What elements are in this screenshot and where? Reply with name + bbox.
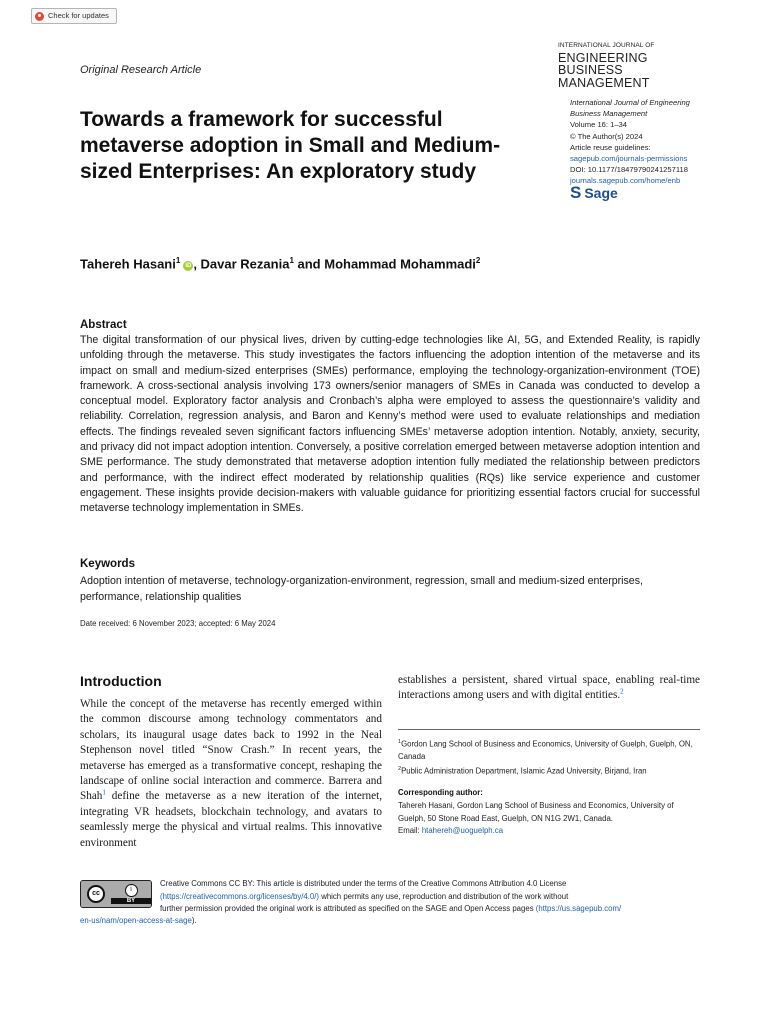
author-separator: , (193, 256, 201, 272)
journal-name-line1: International Journal of Engineering (570, 98, 690, 107)
journal-logo-line1: INTERNATIONAL JOURNAL OF (558, 42, 655, 49)
corresponding-author-heading: Corresponding author: (398, 788, 483, 797)
author-name: Mohammad Mohammadi (324, 256, 476, 272)
sage-s-icon: S (570, 183, 582, 202)
keywords-heading: Keywords (80, 558, 135, 570)
intro-text-b: define the metaverse as a new iteration of the internet, integrating VR headsets, blockchain technology, and avatars to seamlessly merge the physical and virtual realms. This innovative environment (80, 790, 382, 849)
author-name: Davar Rezania (200, 256, 290, 272)
corresponding-author-details (398, 800, 698, 838)
affiliation-text: Public Administration Department, Islamic Azad University, Birjand, Iran (401, 766, 647, 776)
license-line-1: Creative Commons CC BY: This article is distributed under the terms of the Creative Commons Attribution 4.0 License (160, 879, 567, 888)
authors (80, 256, 480, 271)
author-affiliation: 2 (475, 256, 481, 265)
reuse-guidelines-label: Article reuse guidelines: (570, 142, 651, 152)
check-updates-label: Check for updates (48, 11, 109, 20)
reference-link[interactable]: 2 (620, 687, 624, 696)
check-for-updates-badge[interactable] (31, 8, 117, 24)
introduction-paragraph (80, 697, 382, 851)
doi: DOI: 10.1177/18479790241257118 (570, 165, 688, 175)
journal-name-line2: Business Management (570, 109, 648, 119)
open-access-link-b[interactable]: en-us/nam/open-access-at-sage (80, 916, 192, 925)
email-label: Email: (398, 826, 422, 835)
author-affiliation: 1 (289, 256, 294, 265)
corresponding-email-line (398, 825, 698, 838)
orcid-icon[interactable]: iD (185, 263, 192, 270)
intro-text-c: establishes a persistent, shared virtual space, enabling real-time interactions among users and with digital entities. (398, 674, 700, 702)
journal-copyright: © The Author(s) 2024 (570, 131, 643, 141)
article-type: Original Research Article (80, 64, 202, 76)
abstract-heading: Abstract (80, 319, 127, 331)
check-updates-icon (35, 12, 44, 21)
affiliation-number: 2 (398, 766, 402, 772)
article-title: Towards a framework for successful metaverse adoption in Small and Medium-sized Enterprises: An exploratory study (80, 108, 501, 183)
person-icon: i (125, 884, 138, 897)
open-access-link-a[interactable]: (https://us.sagepub.com/ (535, 904, 622, 913)
permissions-link[interactable]: sagepub.com/journals-permissions (570, 154, 688, 164)
abstract-text: The digital transformation of our physical lives, driven by cutting-edge technologies like AI, 5G, and Extended Reality, is rapidly unfolding through the metaverse. This study investigates the factors influencing the adoption intention of the metaverse and its impact on small and medium-sized enterprises (SMEs) performance, employing the technology-organization-environment (TOE) framework. A cross-sectional analysis involving 173 owners/senior managers of SMEs in Canada was conducted to develop a conceptual model. Exploratory factor analysis and Cronbach’s alpha were employed to assess the questionnaire’s validity and reliability. Correlation, regression analysis, and Baron and Kenny’s method were used to evaluate relationships and mediation effects. The findings revealed seven significant factors influencing SMEs’ metaverse adoption intention. Notably, anxiety, security, and privacy did not impact adoption intention. Conversely, a positive correlation emerged between metaverse adoption intention and SME performance. The study demonstrated that metaverse adoption intention fully mediated the relationship between predictors and performance, with the indirect effect moderated by relationship qualities (RQs) like service experience and customer engagement. These insights provide decision-makers with valuable guidance for prioritizing essential factors crucial for successful metaverse technology implementation in SMEs. (80, 334, 700, 515)
license-line-4 (80, 915, 705, 928)
license-link[interactable]: (https://creativecommons.org/licenses/by/4.0/) (160, 891, 320, 901)
corresponding-author-address: Tahereh Hasani, Gordon Lang School of Business and Economics, University of Guelph, 50 Stone Road East, Guelph, ON N1G 2W1, Canada. (398, 801, 674, 823)
license-end: ). (191, 916, 197, 925)
journal-logo-line3: MANAGEMENT (558, 75, 650, 90)
license-line-3 (160, 903, 705, 916)
cc-by-logo[interactable] (80, 880, 152, 908)
author-name: Tahereh Hasani (80, 256, 176, 272)
journal-info (570, 97, 740, 187)
affiliation-2 (398, 763, 708, 778)
affiliation-text: Gordon Lang School of Business and Economics, University of Guelph, Guelph, ON, Canada (398, 739, 693, 762)
journal-logo (558, 43, 708, 89)
journal-home-link[interactable]: journals.sagepub.com/home/enb (570, 176, 681, 186)
introduction-heading: Introduction (80, 673, 162, 689)
by-icon-area (111, 881, 151, 907)
introduction-continuation (398, 673, 700, 704)
dates-received: Date received: 6 November 2023; accepted: 6 May 2024 (80, 619, 276, 628)
by-label: BY (111, 898, 151, 904)
license-line-3-text: further permission provided the original work is attributed as specified on the SAGE and Open Access pages (160, 904, 536, 913)
license-line-2 (160, 891, 705, 904)
reference-link[interactable]: 1 (102, 788, 106, 797)
footnote-divider (398, 729, 700, 730)
journal-logo-line2: ENGINEERING BUSINESS (558, 50, 648, 77)
author-separator: and (293, 256, 325, 272)
sage-logo (570, 183, 618, 203)
sage-name: Sage (584, 185, 618, 201)
license-text (160, 878, 705, 916)
affiliation-number: 1 (398, 739, 402, 745)
keywords-text: Adoption intention of metaverse, technology-organization-environment, regression, small and medium-sized enterprises, performance, relationship qualities (80, 575, 643, 603)
intro-text-a: While the concept of the metaverse has recently emerged within the common discourse among technology commentators and scholars, its inaugural usage dates back to 1992 in the Neal Stephenson novel titled “Snow Crash.” In recent years, the metaverse has emerged as a transformative concept, reshaping the landscape of online social interaction and commerce. Barrera and Shah (80, 698, 382, 803)
cc-icon-area (81, 881, 111, 907)
license-line-2-rest: which permits any use, reproduction and distribution of the work without (319, 891, 569, 901)
author-affiliation: 1 (175, 256, 181, 265)
journal-volume: Volume 16: 1–34 (570, 120, 627, 130)
affiliation-1 (398, 736, 708, 764)
cc-icon: cc (87, 885, 105, 903)
email-link[interactable]: htahereh@uoguelph.ca (421, 826, 504, 835)
